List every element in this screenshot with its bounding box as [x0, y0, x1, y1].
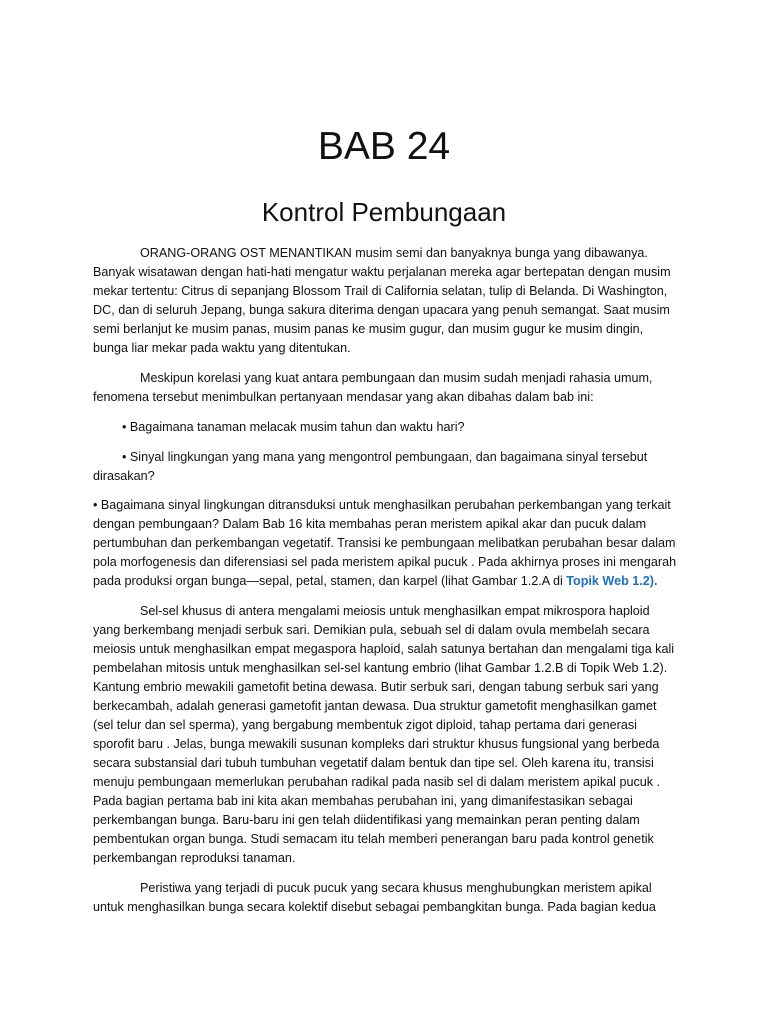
paragraph-meiosis: Sel-sel khusus di antera mengalami meiosis untuk menghasilkan empat mikrospora haploid yang berkembang menjadi serbuk sari. Demikian pula, sebuah sel di dalam ovula membelah secara meiosis untuk menghasilkan empat megaspora haploid, salah satunya bertahan dan mengalami tiga kali pembelahan mitosis untuk menghasilkan sel-sel kantung embrio (lihat Gambar 1.2.B di Topik Web 1.2). Kantung embrio mewakili gametofit betina dewasa. Butir serbuk sari, dengan tabung serbuk sari yang berkecambah, adalah generasi gametofit jantan dewasa. Dua struktur gametofit menghasilkan gamet (sel telur dan sel sperma), yang bergabung membentuk zigot diploid, tahap pertama dari generasi sporofit baru . Jelas, bunga mewakili susunan kompleks dari struktur khusus fungsional yang berbeda secara substansial dari tubuh tumbuhan vegetatif dalam bentuk dan tipe sel. Oleh karena itu, transisi menuju pembungaan memerlukan perubahan radikal pada nasib sel di dalam meristem apikal pucuk . Pada bagian pertama bab ini kita akan membahas perubahan ini, yang dimanifestasikan sebagai perkembangan bunga. Baru-baru ini gen telah diidentifikasi yang memainkan peran penting dalam pembentukan organ bunga. Studi semacam itu telah memberi penerangan baru pada kontrol genetik perkembangan reproduksi tanaman.	[93, 604, 675, 865]
chapter-heading: BAB 24	[317, 125, 451, 168]
paragraph-questions-intro: Meskipun korelasi yang kuat antara pembungaan dan musim sudah menjadi rahasia umum, fenomena tersebut menimbulkan pertanyaan mendasar yang akan dibahas dalam bab ini:	[93, 370, 653, 404]
bullet-item-2: • Sinyal lingkungan yang mana yang mengontrol pembungaan, dan bagaimana sinyal tersebut dirasakan?	[93, 449, 648, 483]
bullet-item-3-text: • Bagaimana sinyal lingkungan ditransduksi untuk menghasilkan perubahan perkembangan yang terkait dengan pembungaan? Dalam Bab 16 kita membahas peran meristem apikal akar dan pucuk dalam pertumbuhan dan perkembangan vegetatif. Transisi ke pembungaan melibatkan perubahan besar dalam pola morfogenesis dan diferensiasi sel pada meristem apikal pucuk . Pada akhirnya proses ini mengarah pada produksi organ bunga—sepal, petal, stamen, dan karpel (lihat Gambar 1.2.A di	[93, 498, 677, 589]
topic-web-link[interactable]: Topik Web 1.2).	[566, 574, 658, 589]
bullet-item-3	[93, 496, 679, 591]
paragraph-floral-evocation: Peristiwa yang terjadi di pucuk pucuk yang secara khusus menghubungkan meristem apikal untuk menghasilkan bunga secara kolektif disebut sebagai pembangkitan bunga. Pada bagian kedua	[93, 880, 656, 914]
bullet-item-1: • Bagaimana tanaman melacak musim tahun dan waktu hari?	[122, 419, 465, 434]
body-text	[93, 244, 679, 928]
paragraph-intro: ORANG-ORANG OST MENANTIKAN musim semi dan banyaknya bunga yang dibawanya. Banyak wisatawan dengan hati-hati mengatur waktu perjalanan mereka agar bertepatan dengan musim mekar tertentu: Citrus di sepanjang Blossom Trail di California selatan, tulip di Belanda. Di Washington, DC, dan di seluruh Jepang, bunga sakura diterima dengan upacara yang penuh semangat. Saat musim semi berlanjut ke musim panas, musim panas ke musim gugur, dan musim gugur ke musim dingin, bunga liar mekar pada waktu yang ditentukan.	[93, 246, 671, 355]
chapter-title: Kontrol Pembungaan	[261, 197, 507, 227]
